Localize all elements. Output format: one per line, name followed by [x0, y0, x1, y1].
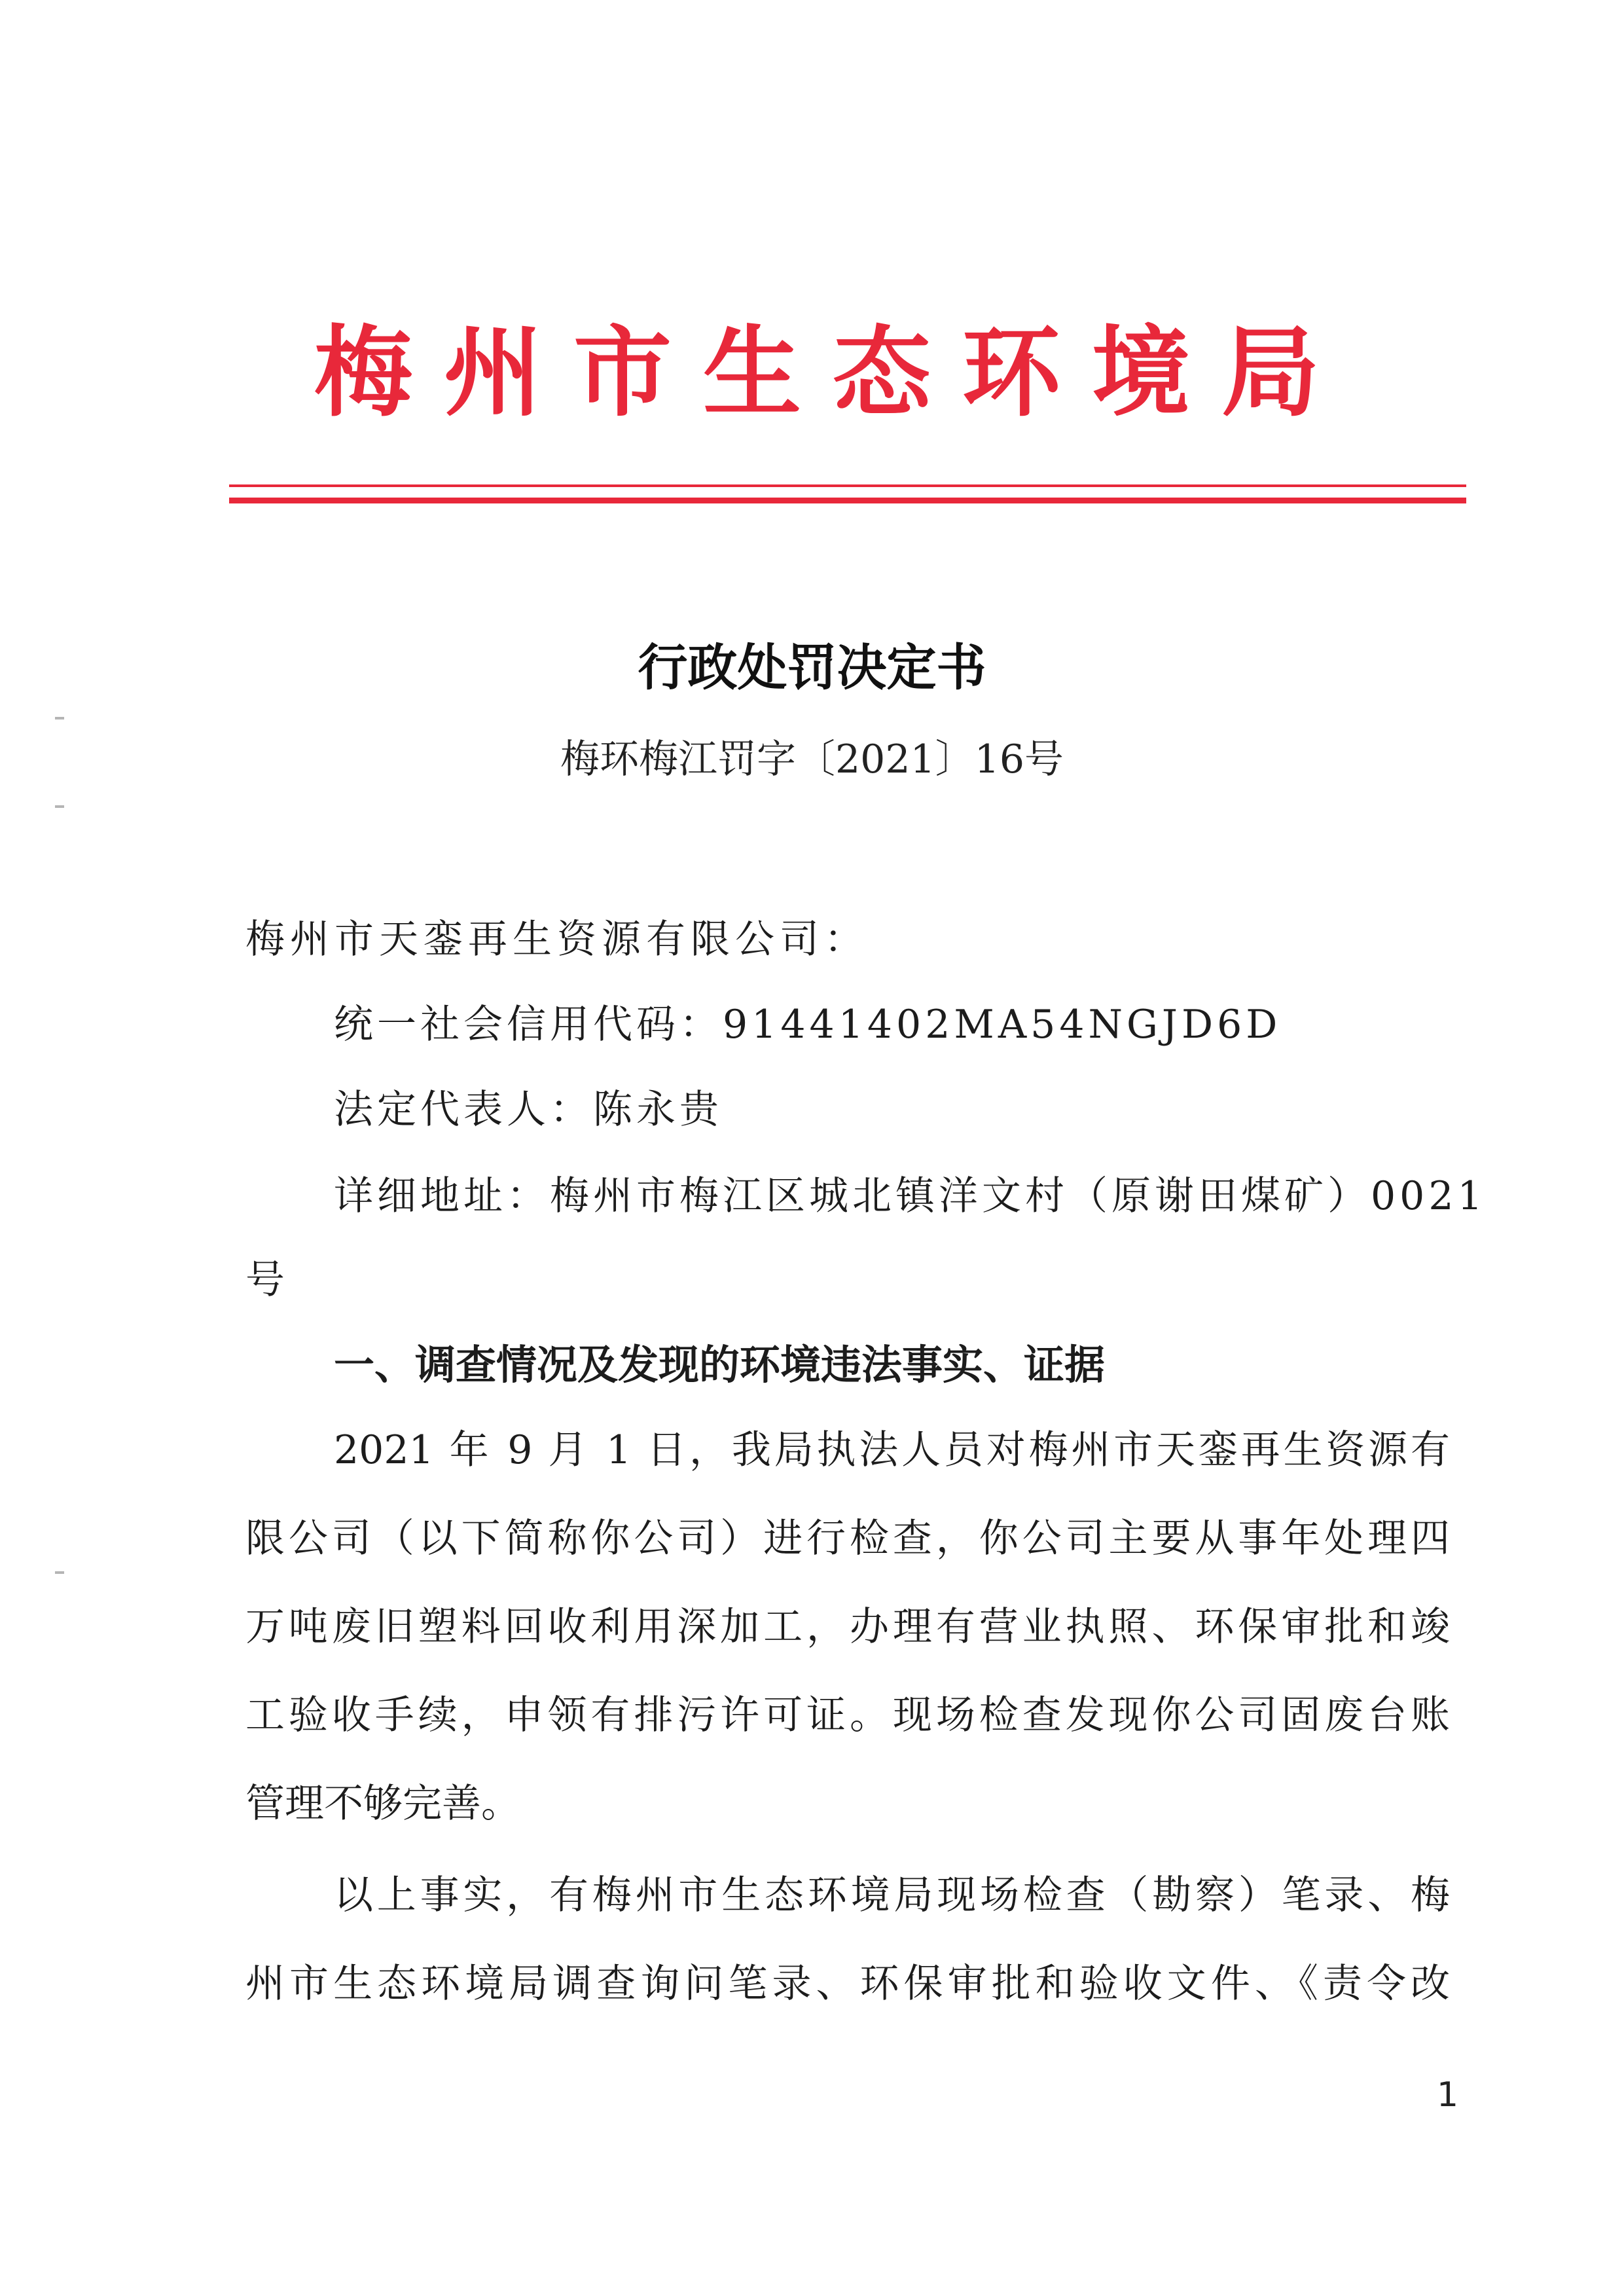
paragraph-line: 州市生态环境局调查询问笔录、环保审批和验收文件、《责令改 — [245, 1961, 1450, 2007]
scan-artifact — [55, 1571, 64, 1574]
document-title: 行政处罚决定书 — [638, 638, 986, 697]
scan-artifact — [55, 805, 64, 808]
recipient-name: 梅州市天銮再生资源有限公司： — [245, 917, 869, 962]
credit-code: 统一社会信用代码：91441402MA54NGJD6D — [334, 1002, 1282, 1048]
section-heading: 一、调查情况及发现的环境违法事实、证据 — [334, 1341, 1106, 1389]
legal-representative: 法定代表人：陈永贵 — [334, 1087, 723, 1133]
paragraph-line: 管理不够完善。 — [245, 1781, 520, 1827]
document-number: 梅环梅江罚字〔2021〕16号 — [560, 737, 1064, 782]
issuing-authority-header: 梅州市生态环境局 — [314, 316, 1352, 430]
header-rule-thin — [229, 484, 1466, 487]
paragraph-line: 2021 年 9 月 1 日，我局执法人员对梅州市天銮再生资源有 — [334, 1427, 1450, 1473]
facts-paragraph — [245, 1421, 1450, 1863]
paragraph-line: 工验收手续，申领有排污许可证。现场检查发现你公司固废台账 — [245, 1692, 1450, 1738]
scan-artifact — [55, 717, 64, 720]
evidence-paragraph — [245, 1866, 1450, 2043]
paragraph-line: 以上事实，有梅州市生态环境局现场检查（勘察）笔录、梅 — [334, 1872, 1450, 1918]
address: 详细地址：梅州市梅江区城北镇洋文村（原谢田煤矿）0021 — [334, 1173, 1487, 1219]
paragraph-line: 限公司（以下简称你公司）进行检查，你公司主要从事年处理四 — [245, 1516, 1450, 1561]
address-continuation: 号 — [245, 1257, 285, 1303]
page-number: 1 — [1437, 2075, 1459, 2115]
header-rule-thick — [229, 498, 1466, 503]
paragraph-line: 万吨废旧塑料回收利用深加工，办理有营业执照、环保审批和竣 — [245, 1604, 1450, 1650]
